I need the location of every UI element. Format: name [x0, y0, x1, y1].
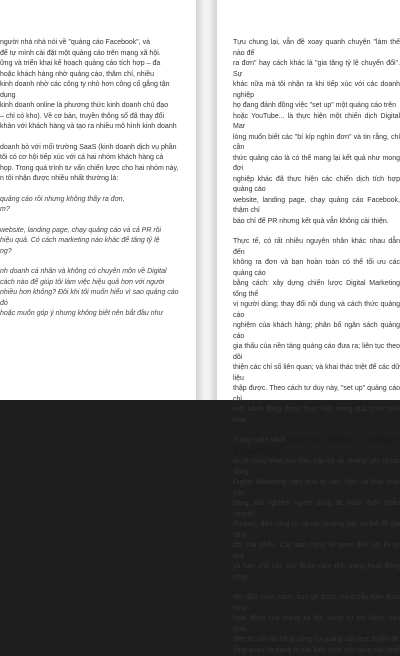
- quote: quảng cáo rồi nhưng không thấy ra đơn, m?: [0, 195, 125, 213]
- quote: nh doanh cá nhân và không có chuyên môn về Digital cách nào để giúp tôi làm việc hiệu quả hơn với người nhiều hơn không? Đôi khi tôi muốn hiểu vì sao quảng cáo đó hoặc muốn góp ý nhưng không biết nên bắt đầu như: [0, 268, 179, 317]
- paragraph: Tựu chung lại, vẫn đề xoay quanh chuyện "làm thế nào để ra đơn" hay cách khác là "gia tăng tỷ lệ chuyển đổi". Sự khác nữa mà tôi nhận ra khi tiếp xúc với các doanh nghiệp họ đang đánh đồng việc "set up" một quảng cáo trên hoặc YouTube... là thực hiện một chiến dịch Digital Mar lòng muốn biết các "bí kíp nghìn đơn" và tin rằng, chỉ cần thức quảng cáo là có thể mang lại kết quả như mong đợi nghiệp khác đã thực hiện các chiến dịch tích hợp quảng cáo website, landing page, chạy quảng cáo Facebook, thậm chí báo chí để PR nhưng kết quả vẫn không cải thiện.: [233, 39, 400, 225]
- paragraph: người nhà nhà nói về "quảng cáo Facebook", và để tự mình cài đặt một quảng cáo trên mạng xã hội. ững và triển khai kế hoạch quảng cáo tích hợp – đa hoặc khách hàng nhờ quảng cáo, thăm chí, nhiều kinh doanh nhờ các công ty nhỏ hơn công cố gắng tận dụng kinh doanh online là phương thức kinh doanh chủ đạo – chỉ có kho). Về cơ bản, truyền thông số đã thay đổi khản với khách hàng và tạo ra nhiều mô hình kinh doanh: [0, 39, 177, 130]
- quote: website, landing page, chạy quảng cáo và cả PR rồi hiệu quả. Có cách marketing nào khác để tăng tỷ lệ ng?: [0, 226, 162, 255]
- paragraph: Thực tế, có rất nhiều nguyên nhân khác nhau dẫn đến không ra đơn và bạn hoàn toàn có thể tối ưu các quảng cáo bằng cách: xây dựng chiến lược Digital Marketing tổng thể vị người dùng; thay đổi nội dung và cách thức quảng cáo nghiệm của khách hàng; phân bổ ngân sách quảng cáo gia thấu của nền tảng quảng cáo đưa ra; liên tục theo dõi thiện các chỉ số liên quan; và khai thác triệt để các dữ liệu thập được. Theo cách tư duy này, "set up" quảng cáo chỉ một hành động được thực hiện trong quá trình triển khai.: [233, 238, 400, 424]
- right-page: [217, 0, 400, 654]
- book-title: Conversion Hacking – Gia tăng tỷ lệ chuyển đổi: [233, 437, 400, 455]
- lead-body: ta sẽ cùng nhau tìm hiểu cần kể về những yếu tố tác động Digital Marketing hiệu quả từ việc hiểu và khai thác bản hàng, trải nghiệm người dùng để hoàn thiện phễu chuyển Funnel), đến công cụ và các hướng dẫn cụ thể để gia tăng đổi của phễu. Các bạn cũng sẽ quen dần với lối tư duy và hạn chế các suy đoán cảm tính trong hoạt động chạy: [233, 458, 400, 581]
- lead-prefix: Trong cuốn sách: [233, 437, 288, 444]
- paragraph-with-title: [233, 436, 400, 583]
- paragraph: doanh bỏ với mối trường SaaS (kinh doanh dịch vụ phần tôi có cơ hội tiếp xúc với cả hai nhóm khách hàng cả họp. Trong quá trình tư vấn chiến lược cho hai nhóm này, n tôi nhận được nhiều nhất thường là:: [0, 143, 179, 182]
- left-page: [0, 0, 196, 400]
- book-spine: [196, 0, 217, 400]
- paragraph: Mở đầu cuốn sách, bạn sẽ được cung cấp kiến thức tổng hoạt động của mạng xã hội, công cụ tìm kiếm, sàn giao điện tử với vai trò là công cụ quảng cáo trực tuyến để tổng quan và trang bị các kiến thức nền tảng cần thiết: [233, 594, 400, 654]
